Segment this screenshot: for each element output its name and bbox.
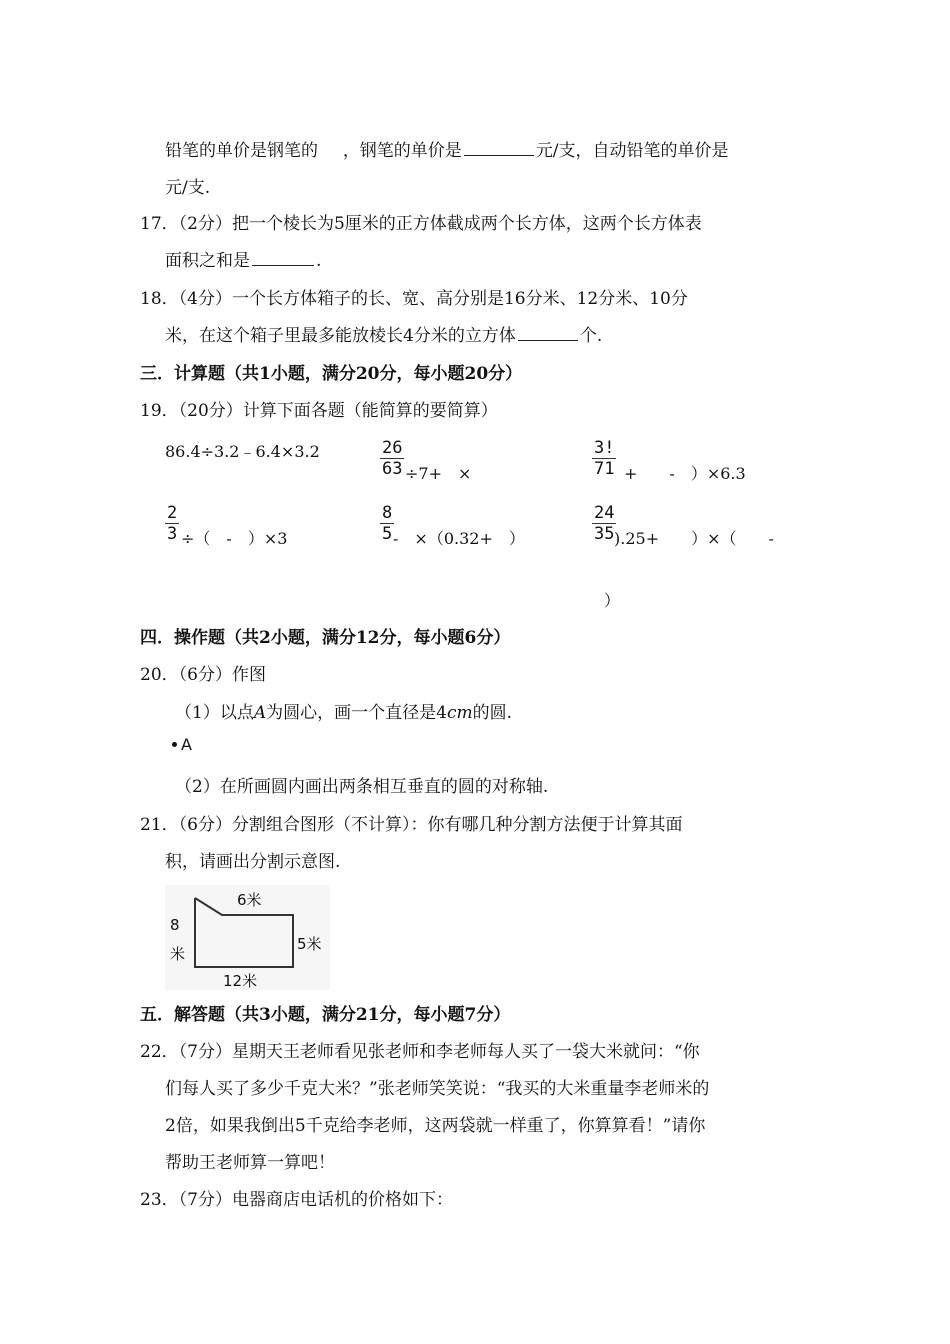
fraction-numerator: 2 [167, 503, 178, 523]
fraction-denominator: 71 [594, 459, 615, 479]
q17-line2 [165, 250, 321, 272]
q20-part1-text-a: （1）以点 [175, 703, 254, 723]
q17-text-a: 面积之和是 [165, 251, 250, 271]
q19-expression-3-tail: + - ）×6.3 [624, 464, 746, 483]
point-a-label: A [181, 735, 192, 754]
fraction-numerator: 24 [594, 503, 615, 523]
q19-fraction-3 [592, 438, 616, 479]
q19-expression-1: 86.4÷3.2﹣6.4×3.2 [165, 442, 320, 461]
q20-title: 20．（6分）作图 [140, 665, 266, 685]
fraction-numerator: 3! [594, 438, 615, 458]
q19-expression-6-close: ） [604, 591, 621, 610]
q20-part1-text-b: 为圆心，画一个直径是4 [266, 703, 447, 723]
q20-part1-text-c: 的圆. [472, 703, 512, 723]
q17-blank-area[interactable] [252, 251, 314, 266]
q20-part-1 [175, 702, 512, 724]
fraction-denominator: 63 [382, 459, 403, 479]
label-bottom-length: 12米 [223, 972, 258, 990]
q18-line1: 18．（4分）一个长方体箱子的长、宽、高分别是16分米、12分米、10分 [140, 289, 688, 309]
section-4-heading: 四．操作题（共2小题，满分12分，每小题6分） [140, 628, 511, 648]
label-right-height: 5米 [297, 935, 322, 953]
q16-text-a: 铅笔的单价是钢笔的 [165, 141, 318, 161]
label-left-height-unit: 米 [170, 945, 186, 963]
fraction-denominator: 5 [382, 524, 393, 544]
section-5-heading: 五．解答题（共3小题，满分21分，每小题7分） [140, 1005, 511, 1025]
q19-expression-5-tail: - ×（0.32+ ） [393, 529, 525, 548]
fraction-denominator: 35 [594, 524, 615, 544]
q22-line3: 2倍，如果我倒出5千克给李老师，这两袋就一样重了，你算算看！”请你 [165, 1116, 706, 1136]
q16-text-b: ，钢笔的单价是 [342, 141, 462, 161]
q22-line2: 们每人买了多少千克大米？”张老师笑笑说：“我买的大米重量李老师米的 [165, 1079, 710, 1099]
q19-expression-4-tail: ÷（ - ）×3 [181, 529, 288, 548]
q19-expression-2-tail: ÷7+ × [405, 464, 472, 483]
section-3-heading: 三．计算题（共1小题，满分20分，每小题20分） [140, 364, 523, 384]
q18-line2 [165, 325, 602, 347]
q18-blank-count[interactable] [518, 326, 578, 341]
q19-fraction-2 [380, 438, 404, 479]
q18-text-b: 个. [579, 326, 603, 346]
q20-part-2: （2）在所画圆内画出两条相互垂直的圆的对称轴. [175, 777, 549, 797]
q21-line1: 21．（6分）分割组合图形（不计算）：你有哪几种分割方法便于计算其面 [140, 815, 683, 835]
fraction-numerator: 26 [382, 438, 403, 458]
composite-shape-figure [165, 885, 330, 990]
q16-line1 [165, 140, 729, 162]
point-a-marker [172, 742, 177, 747]
q19-title: 19．（20分）计算下面各题（能简算的要简算） [140, 401, 498, 421]
q19-fraction-4 [165, 503, 179, 544]
q20-point-variable: A [253, 703, 267, 723]
q17-text-b: . [316, 251, 322, 271]
q17-line1: 17．（2分）把一个棱长为5厘米的正方体截成两个长方体，这两个长方体表 [140, 214, 702, 234]
q22-line1: 22．（7分）星期天王老师看见张老师和李老师每人买了一袋大米就问：“你 [140, 1042, 700, 1062]
q16-text-c: 元/支，自动铅笔的单价是 [535, 141, 729, 161]
q19-expression-6-tail: ).25+ ）×（ - [614, 529, 774, 548]
q19-fraction-6 [592, 503, 616, 544]
fraction-denominator: 3 [167, 524, 178, 544]
q18-text-a: 米，在这个箱子里最多能放棱长4分米的立方体 [165, 326, 516, 346]
q16-blank-pen-price[interactable] [464, 141, 534, 156]
q22-line4: 帮助王老师算一算吧！ [165, 1153, 335, 1173]
q16-line2: 元/支. [165, 178, 211, 198]
q21-line2: 积，请画出分割示意图. [165, 852, 341, 872]
label-left-height-number: 8 [170, 916, 180, 934]
label-top-length: 6米 [237, 891, 262, 909]
fraction-numerator: 8 [382, 503, 393, 523]
q20-unit: cm [446, 703, 473, 723]
q23-line1: 23．（7分）电器商店电话机的价格如下： [140, 1190, 453, 1210]
